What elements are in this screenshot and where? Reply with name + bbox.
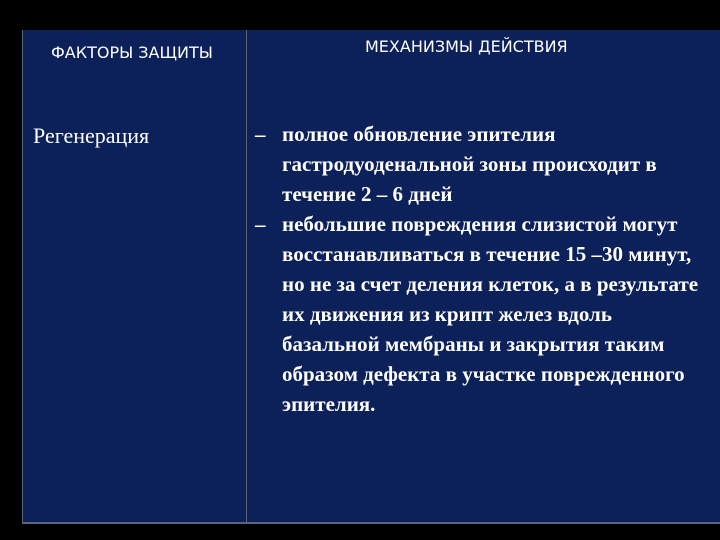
dash-marker: –	[255, 122, 266, 146]
factor-regeneration: Регенерация	[33, 123, 150, 148]
column-divider	[246, 30, 247, 522]
mechanism-text: небольшие повреждения слизистой могут восстанавливаться в течение 15 –30 минут, но не за счет деления клеток, а в результате их движения из крипт желез вдоль базальной мембраны и закрытия таким образом дефекта в участке поврежденного эпителия.	[282, 212, 699, 416]
factors-table	[22, 30, 720, 524]
mechanism-item-repair	[255, 209, 713, 419]
header-mechanisms: МЕХАНИЗМЫ ДЕЙСТВИЯ	[365, 37, 568, 56]
dash-marker: –	[255, 212, 266, 236]
mechanism-text: полное обновление эпителия гастродуоденальной зоны происходит в течение 2 – 6 дней	[282, 122, 657, 206]
header-factors: ФАКТОРЫ ЗАЩИТЫ	[51, 43, 213, 62]
mechanism-item-renewal	[255, 119, 713, 209]
mechanisms-list	[255, 119, 713, 419]
